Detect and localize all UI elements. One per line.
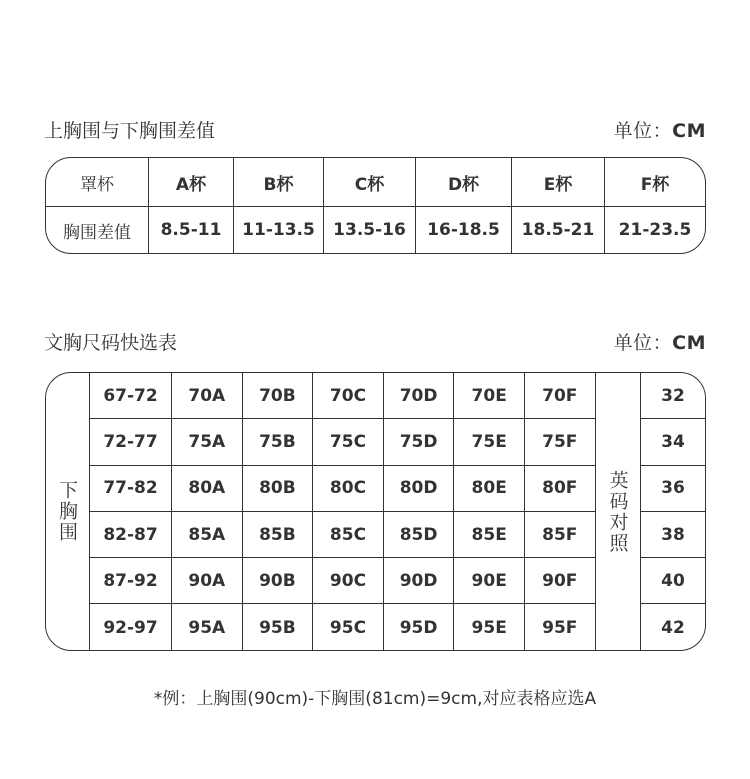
size-grid — [90, 373, 596, 650]
uk-size-label-cell — [596, 373, 641, 650]
size-cell: 85D — [384, 512, 455, 557]
size-cell: 70A — [172, 373, 243, 418]
size-cell: 95A — [172, 604, 243, 650]
cup-header-b: B杯 — [234, 158, 324, 206]
cup-value-b: 11-13.5 — [234, 206, 324, 254]
band-cell: 67-72 — [90, 373, 172, 418]
band-cell: 77-82 — [90, 466, 172, 511]
size-cell: 95C — [313, 604, 384, 650]
cup-difference-table — [45, 157, 706, 254]
size-cell: 95B — [243, 604, 314, 650]
size-cell: 75D — [384, 419, 455, 464]
cup-value-label: 胸围差值 — [46, 206, 149, 254]
size-cell: 90C — [313, 558, 384, 603]
size-row — [90, 512, 596, 558]
band-cell: 87-92 — [90, 558, 172, 603]
size-cell: 80E — [454, 466, 525, 511]
section2-unit-value: CM — [672, 332, 706, 354]
section1-unit-label: 单位： — [613, 120, 673, 142]
underbust-label-cell — [46, 373, 90, 650]
uk-size-cell: 34 — [641, 419, 705, 465]
size-cell: 75B — [243, 419, 314, 464]
section2-unit-label: 单位： — [613, 332, 673, 354]
size-cell: 85F — [525, 512, 596, 557]
size-cell: 75E — [454, 419, 525, 464]
uk-size-cell: 38 — [641, 512, 705, 558]
size-cell: 80A — [172, 466, 243, 511]
uk-size-cell: 40 — [641, 558, 705, 604]
example-note: *例：上胸围(90cm)-下胸围(81cm)=9cm,对应表格应选A — [153, 689, 597, 709]
size-cell: 80C — [313, 466, 384, 511]
size-cell: 70D — [384, 373, 455, 418]
size-cell: 75F — [525, 419, 596, 464]
cup-header-f: F杯 — [640, 174, 670, 195]
size-cell: 90A — [172, 558, 243, 603]
section1-title: 上胸围与下胸围差值 — [44, 120, 216, 142]
size-cell: 80B — [243, 466, 314, 511]
cup-value-f: 21-23.5 — [618, 220, 692, 240]
size-chart-table — [45, 372, 706, 651]
size-cell: 90D — [384, 558, 455, 603]
band-cell: 82-87 — [90, 512, 172, 557]
cup-value-d: 16-18.5 — [416, 206, 512, 254]
size-cell: 85A — [172, 512, 243, 557]
size-cell: 90B — [243, 558, 314, 603]
size-row — [90, 373, 596, 419]
cup-header-a: A杯 — [149, 158, 234, 206]
uk-size-label: 英码对照 — [606, 469, 629, 554]
size-row — [90, 558, 596, 604]
underbust-label: 下胸围 — [56, 480, 78, 543]
band-cell: 72-77 — [90, 419, 172, 464]
size-row — [90, 419, 596, 465]
section2-title: 文胸尺码快选表 — [44, 332, 178, 354]
size-cell: 70F — [525, 373, 596, 418]
size-row — [90, 466, 596, 512]
size-cell: 90E — [454, 558, 525, 603]
size-cell: 85E — [454, 512, 525, 557]
uk-size-column — [641, 373, 705, 650]
uk-size-cell: 36 — [641, 466, 705, 512]
size-cell: 95E — [454, 604, 525, 650]
section2-unit — [614, 328, 706, 355]
size-cell: 85C — [313, 512, 384, 557]
size-cell: 75A — [172, 419, 243, 464]
cup-header-label: 罩杯 — [46, 158, 149, 206]
size-cell: 85B — [243, 512, 314, 557]
cup-value-row — [46, 206, 705, 254]
cup-header-d: D杯 — [416, 158, 512, 206]
size-cell: 70E — [454, 373, 525, 418]
cup-value-e: 18.5-21 — [512, 206, 605, 254]
size-cell: 90F — [525, 558, 596, 603]
size-cell: 80F — [525, 466, 596, 511]
size-cell: 70C — [313, 373, 384, 418]
cup-value-a: 8.5-11 — [149, 206, 234, 254]
cup-header-c: C杯 — [324, 158, 416, 206]
size-cell: 75C — [313, 419, 384, 464]
section1-unit-value: CM — [672, 120, 706, 142]
size-cell: 80D — [384, 466, 455, 511]
uk-size-cell: 42 — [661, 617, 685, 638]
size-cell: 95F — [525, 604, 596, 650]
cup-header-row — [46, 158, 705, 206]
size-row — [90, 604, 596, 650]
size-cell: 95D — [384, 604, 455, 650]
cup-value-c: 13.5-16 — [324, 206, 416, 254]
uk-size-cell: 32 — [641, 373, 705, 419]
cup-header-e: E杯 — [512, 158, 605, 206]
band-cell: 92-97 — [90, 604, 172, 650]
section1-unit — [614, 116, 706, 143]
size-cell: 70B — [243, 373, 314, 418]
